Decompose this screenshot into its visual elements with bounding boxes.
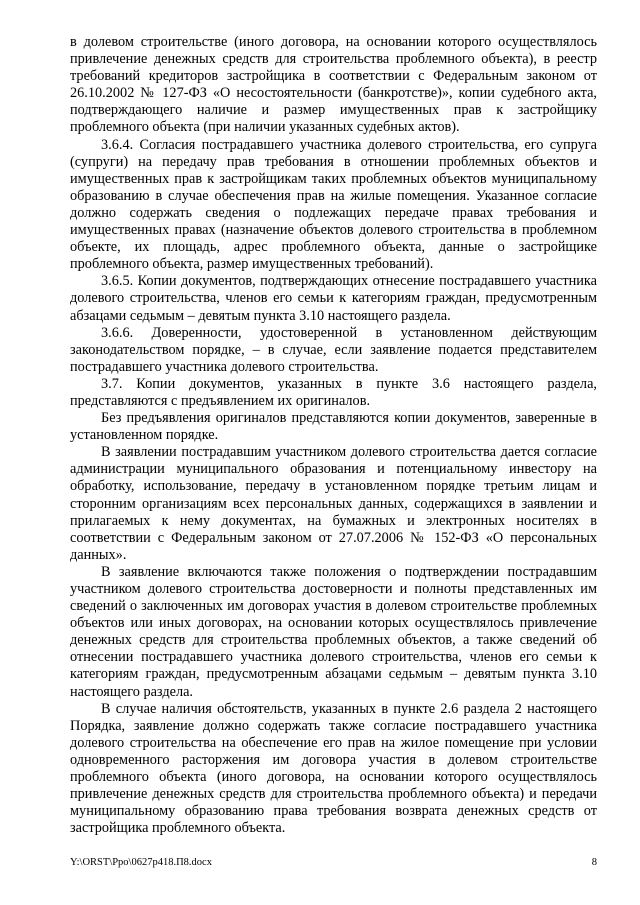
footer-file-path: Y:\ORST\Ppo\0627p418.П8.docx xyxy=(70,857,212,868)
paragraph-3-6-6: 3.6.6. Доверенности, удостоверенной в установленном действующим законодательством порядке, – в случае, если заявление подается представителем пострадавшего участника долевого строительства. xyxy=(70,324,597,375)
paragraph-reliability-confirmation: В заявление включаются также положения о подтверждении пострадавшим участником долевого строительства достоверности и полноты представленных им сведений о заключенных им договорах участия в долевом строительстве проблемных объектов или иных договорах, на основании которых осуществлялось привлечение денежных средств для строительства проблемных объектов, а также сведений об отнесении пострадавшего участника долевого строительства, членов его семьи к категориям граждан, предусмотренным абзацами седьмым – девятым пункта 3.10 настоящего раздела. xyxy=(70,563,597,700)
paragraph-3-7: 3.7. Копии документов, указанных в пункте 3.6 настоящего раздела, представляются с предъявлением их оригиналов. xyxy=(70,375,597,409)
paragraph-continuation: в долевом строительстве (иного договора, на основании которого осуществлялось привлечение денежных средств для строительства проблемного объекта), в реестр требований кредиторов застройщика в соответствии с Федеральным законом от 26.10.2002 № 127-ФЗ «О несостоятельности (банкротстве)», копии судебного акта, подтверждающего наличие и размер имущественных прав к застройщику проблемного объекта (при наличии указанных судебных актов). xyxy=(70,34,597,136)
document-body xyxy=(70,34,597,837)
paragraph-personal-data-consent: В заявлении пострадавшим участником долевого строительства дается согласие администрации муниципального образования и потенциальному инвестору на обработку, использование, передачу в установленном порядке третьим лицам и сторонним организациям всех персональных данных, содержащихся в заявлении и прилагаемых к нему документах, на бумажных и электронных носителях в соответствии с Федеральным законом от 27.07.2006 № 152-ФЗ «О персональных данных». xyxy=(70,444,597,563)
paragraph-3-6-5: 3.6.5. Копии документов, подтверждающих отнесение пострадавшего участника долевого строительства, членов его семьи к категориям граждан, предусмотренным абзацами седьмым – девятым пункта 3.10 настоящего раздела. xyxy=(70,273,597,324)
paragraph-originals: Без предъявления оригиналов представляются копии документов, заверенные в установленном порядке. xyxy=(70,410,597,444)
paragraph-circumstances-2-6: В случае наличия обстоятельств, указанных в пункте 2.6 раздела 2 настоящего Порядка, заявление должно содержать также согласие пострадавшего участника долевого строительства на обеспечение его прав на жилое помещение при условии одновременного расторжения им договора участия в долевом строительстве проблемного объекта (иного договора, на основании которого осуществлялось привлечение денежных средств для строительства проблемного объекта) и передачи муниципальному образованию права требования возврата денежных средств от застройщика проблемного объекта. xyxy=(70,700,597,837)
footer-page-number: 8 xyxy=(591,857,597,868)
paragraph-3-6-4: 3.6.4. Согласия пострадавшего участника долевого строительства, его супруга (супруги) на передачу прав требования в отношении проблемных объектов и имущественных прав к застройщикам таких проблемных объектов муниципальному образованию в случае обеспечения прав на жилые помещения. Указанное согласие должно содержать сведения о подлежащих передаче правах требования и имущественных правах (назначение объектов долевого строительства в проблемном объекте, их площадь, адрес проблемного объекта, данные о застройщике проблемного объекта, размер имущественных требований). xyxy=(70,136,597,273)
